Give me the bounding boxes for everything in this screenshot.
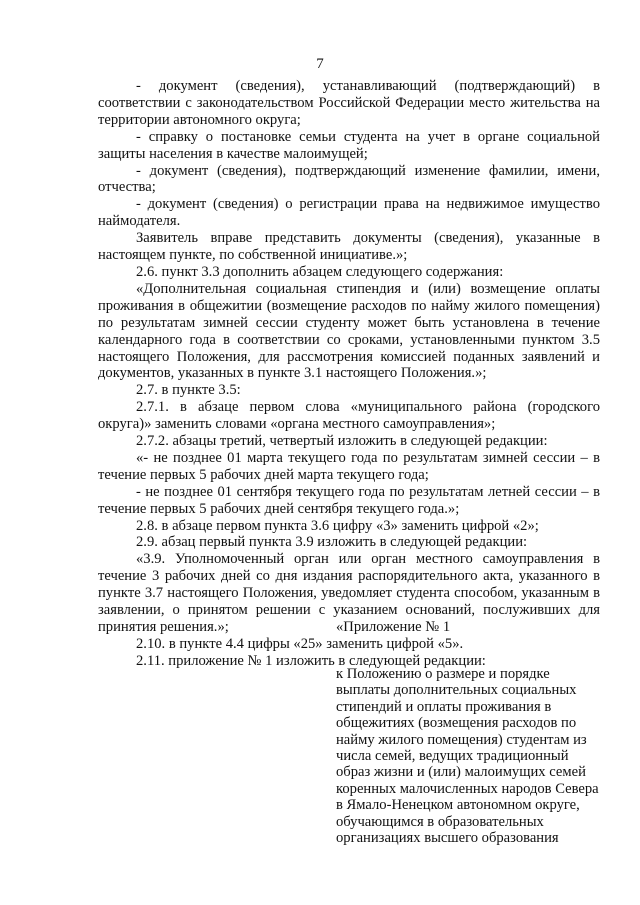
paragraph-item-2-7-1: 2.7.1. в абзаце первом слова «муниципального района (городского округа)» заменить словами «органа местного самоуправления»; xyxy=(98,399,600,433)
paragraph-winter-session-deadline: «- не позднее 01 марта текущего года по результатам зимней сессии – в течение первых 5 рабочих дней марта текущего года; xyxy=(98,449,600,483)
paragraph-property-registration-document: - документ (сведения) о регистрации права на недвижимое имущество наймодателя. xyxy=(98,196,600,230)
paragraph-item-2-7: 2.7. в пункте 3.5: xyxy=(136,382,241,399)
appendix-title: «Приложение № 1 xyxy=(336,619,451,635)
appendix-note: к Положению о размере и порядке выплаты дополнительных социальных стипендий и оплаты проживания в общежитиях (возмещения расходов по найму жилого помещения) студентам из числа семей, ведущих традиционный образ жизни и (или) малоимущих семей коренных малочисленных народов Севера в Ямало-Ненецком автономном округе, обучающимся в образовательных организациях высшего образования xyxy=(336,666,599,847)
paragraph-name-change-document: - документ (сведения), подтверждающий изменение фамилии, имени, отчества; xyxy=(98,162,600,196)
paragraph-residence-document: - документ (сведения), устанавливающий (подтверждающий) в соответствии с законодательством Российской Федерации место жительства на территории автономного округа; xyxy=(98,78,600,128)
paragraph-item-2-9: 2.9. абзац первый пункта 3.9 изложить в следующей редакции: xyxy=(136,534,528,551)
paragraph-item-2-6: 2.6. пункт 3.3 дополнить абзацем следующего содержания: xyxy=(136,263,504,280)
paragraph-social-protection-certificate: - справку о постановке семьи студента на учет в органе социальной защиты населения в качестве малоимущей; xyxy=(98,128,600,162)
paragraph-item-2-7-2: 2.7.2. абзацы третий, четвертый изложить в следующей редакции: xyxy=(136,433,548,450)
paragraph-item-3-9-text: «3.9. Уполномоченный орган или орган местного самоуправления в течение 3 рабочих дней со дня издания распорядительного акта, указанного в пункте 3.7 настоящего Положения, уведомляет студента способом, указанным в заявлении, о принятом решении с указанием оснований, послуживших для принятия решения.»; xyxy=(98,551,600,635)
paragraph-item-2-11: 2.11. приложение № 1 изложить в следующей редакции: xyxy=(136,652,486,669)
paragraph-applicant-initiative: Заявитель вправе представить документы (сведения), указанные в настоящем пункте, по собственной инициативе.»; xyxy=(98,230,600,264)
paragraph-summer-session-deadline: - не позднее 01 сентября текущего года по результатам летней сессии – в течение первых 5 рабочих дней сентября текущего года.»; xyxy=(98,483,600,517)
paragraph-item-2-10: 2.10. в пункте 4.4 цифры «25» заменить цифрой «5». xyxy=(136,635,464,652)
paragraph-item-2-8: 2.8. в абзаце первом пункта 3.6 цифру «3» заменить цифрой «2»; xyxy=(136,517,539,534)
document-body xyxy=(98,78,600,670)
page-number: 7 xyxy=(316,56,324,72)
paragraph-additional-stipend: «Дополнительная социальная стипендия и (или) возмещение оплаты проживания в общежитии (возмещение расходов по найму жилого помещения) по результатам зимней сессии студенту может быть установлена в течение календарного года в соответствии со сроками, установленными пунктом 3.5 настоящего Положения, для рассмотрения комиссией поданных заявлений и документов, указанных в пункте 3.1 настоящего Положения.»; xyxy=(98,280,600,382)
